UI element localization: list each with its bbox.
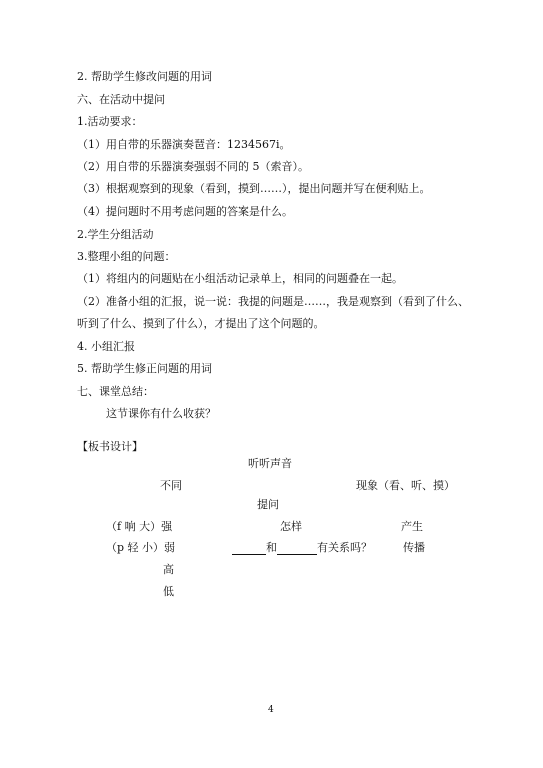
- board-design-heading: 【板书设计】: [77, 440, 143, 453]
- requirement-1: （1）用自带的乐器演奏琶音：1234567i。: [77, 138, 291, 151]
- board-how-label: 怎样: [280, 520, 302, 533]
- section-six-heading: 六、在活动中提问: [77, 93, 165, 106]
- board-title: 听听声音: [248, 457, 292, 470]
- requirement-2: （2）用自带的乐器演奏强弱不同的 5（索音）。: [77, 160, 309, 173]
- section-seven-heading: 七、课堂总结：: [77, 385, 154, 398]
- board-weak-label: （p 轻 小）弱: [106, 541, 176, 554]
- requirement-4: （4）提问题时不用考虑问题的答案是什么。: [77, 205, 293, 218]
- board-and-word: 和: [266, 541, 277, 554]
- step-organize-questions: 3.整理小组的问题：: [77, 250, 176, 263]
- board-strong-label: （f 响 大）强: [106, 520, 173, 533]
- organize-item-2: （2）准备小组的汇报，说一说：我提的问题是……，我是观察到（看到了什么、: [77, 295, 469, 308]
- step-group-activity: 2.学生分组活动: [77, 228, 154, 241]
- board-question-tail: 有关系吗？: [317, 541, 372, 554]
- page-number: 4: [268, 705, 274, 715]
- board-relation-question: [232, 541, 372, 555]
- organize-item-2-continued: 听到了什么、摸到了什么），才提出了这个问题的。: [77, 317, 325, 330]
- fill-in-blank-1: [232, 543, 266, 555]
- organize-item-1: （1）将组内的问题贴在小组活动记录单上，相同的问题叠在一起。: [77, 272, 403, 285]
- step-group-report: 4. 小组汇报: [77, 340, 135, 353]
- board-different-label: 不同: [160, 479, 182, 492]
- board-phenomenon-label: 现象（看、听、摸）: [356, 479, 455, 492]
- summary-question: 这节课你有什么收获？: [106, 407, 216, 420]
- board-high-label: 高: [163, 563, 174, 576]
- requirement-3: （3）根据观察到的现象（看到，摸到……），提出问题并写在便利贴上。: [77, 182, 431, 195]
- step-revise-wording: 2. 帮助学生修改问题的用词: [77, 70, 212, 83]
- board-produce-label: 产生: [401, 520, 423, 533]
- activity-requirements-heading: 1.活动要求：: [77, 115, 143, 128]
- step-correct-wording: 5. 帮助学生修正问题的用词: [77, 362, 212, 375]
- board-low-label: 低: [163, 585, 174, 598]
- board-spread-label: 传播: [403, 541, 425, 554]
- fill-in-blank-2: [277, 543, 317, 555]
- board-ask-label: 提问: [257, 498, 279, 511]
